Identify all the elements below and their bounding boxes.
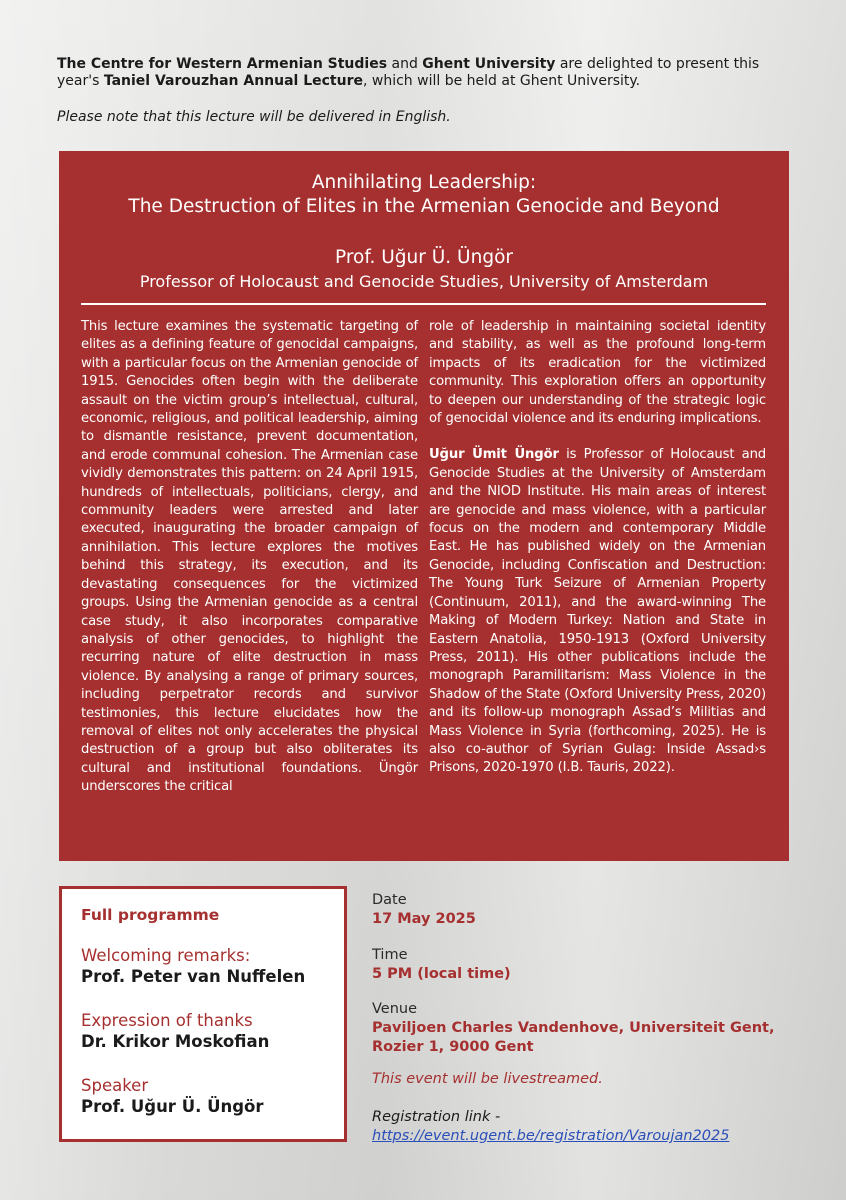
programme-person: Dr. Krikor Moskofian [81,1032,270,1051]
intro-end: , which will be held at Ghent University. [363,73,641,89]
programme-role: Speaker [81,1076,149,1095]
org-cwas: The Centre for Western Armenian Studies [57,56,388,72]
programme-item-speaker [81,1076,341,1118]
programme-box [59,886,347,1142]
lecture-series-name: Taniel Varouzhan Annual Lecture [103,73,363,89]
date-block [372,890,822,929]
programme-person: Prof. Peter van Nuffelen [81,967,306,986]
venue-line1: Paviljoen Charles Vandenhove, Universiteit Gent, [372,1020,775,1036]
time-value: 5 PM (local time) [372,966,511,982]
programme-role: Welcoming remarks: [81,946,251,965]
abstract-column-right [429,318,766,778]
lecture-title-line2: The Destruction of Elites in the Armenian Genocide and Beyond [128,196,720,217]
speaker-bio [429,446,766,777]
livestream-note: This event will be livestreamed. [372,1071,603,1087]
programme-role: Expression of thanks [81,1011,253,1030]
venue-block [372,999,822,1057]
programme-title: Full programme [81,906,220,924]
time-block [372,945,822,984]
registration-label: Registration link - [372,1109,501,1125]
programme-item-thanks [81,1011,341,1053]
bio-text: is Professor of Holocaust and Genocide Studies at the University of Amsterdam and the NIOD Institute. His main areas of interest are genocide and mass violence, with a particular focus on the modern and contemporary Middle East. He has published widely on the Armenian Genocide, including Confiscation and Destruction: The Young Turk Seizure of Armenian Property (Continuum, 2011), and the award-winning The Making of Modern Turkey: Nation and State in Eastern Anatolia, 1950-1913 (Oxford University Press, 2011). His other publications include the monograph Paramilitarism: Mass Violence in the Shadow of the State (Oxford University Press, 2020) and its follow-up monograph Assad’s Militias and Mass Violence in Syria (forthcoming, 2025). He is also co-author of Syrian Gulag: Inside Assad›s Prisons, 2020-1970 (I.B. Tauris, 2022). [429,447,766,776]
language-note: Please note that this lecture will be delivered in English. [57,109,451,125]
panel-divider [81,303,766,305]
bio-name: Uğur Ümit Üngör [429,447,559,463]
speaker-name: Prof. Uğur Ü. Üngör [334,247,513,268]
time-label: Time [372,947,408,963]
speaker-affiliation: Professor of Holocaust and Genocide Studies, University of Amsterdam [139,272,709,291]
programme-person: Prof. Uğur Ü. Üngör [81,1097,264,1116]
abstract-text-right: role of leadership in maintaining societal identity and stability, as well as the profound long-term impacts of its eradication for the victimized community. This exploration offers an opportunity to deepen our understanding of the strategic logic of genocidal violence and its enduring implications. [429,319,766,427]
venue-line2: Rozier 1, 9000 Gent [372,1039,534,1055]
lecture-title [59,171,789,219]
registration-block [372,1108,729,1146]
intro-mid: are delighted to present this year's [57,56,760,89]
registration-link[interactable]: https://event.ugent.be/registration/Varoujan2025 [372,1128,730,1144]
venue-label: Venue [372,1001,418,1017]
intro-paragraph [57,56,797,90]
abstract-text-left: This lecture examines the systematic targeting of elites as a defining feature of genocidal campaigns, with a particular focus on the Armenian genocide of 1915. Genocides often begin with the deliberate assault on the victim group’s intellectual, cultural, economic, religious, and political leadership, aiming to dismantle resistance, prevent documentation, and erode communal cohesion. The Armenian case vividly demonstrates this pattern: on 24 April 1915, hundreds of intellectuals, politicians, clergy, and community leaders were arrested and later executed, inaugurating the broader campaign of annihilation. This lecture explores the motives behind this strategy, its execution, and its devastating consequences for the victimized groups. Using the Armenian genocide as a central case study, it also incorporates comparative analysis of other genocides, to highlight the recurring nature of elite destruction in mass violence. By analysing a range of primary sources, including perpetrator records and survivor testimonies, this lecture elucidates how the removal of elites not only accelerates the physical destruction of a group but also obliterates its cultural and institutional foundations. Üngör underscores the critical [81,319,418,795]
intro-and: and [387,56,423,72]
date-label: Date [372,892,407,908]
date-value: 17 May 2025 [372,911,476,927]
org-ghent: Ghent University [422,56,556,72]
abstract-column-left [81,318,418,797]
programme-item-welcome [81,946,341,988]
lecture-title-line1: Annihilating Leadership: [311,172,537,193]
lecture-panel [59,151,789,861]
